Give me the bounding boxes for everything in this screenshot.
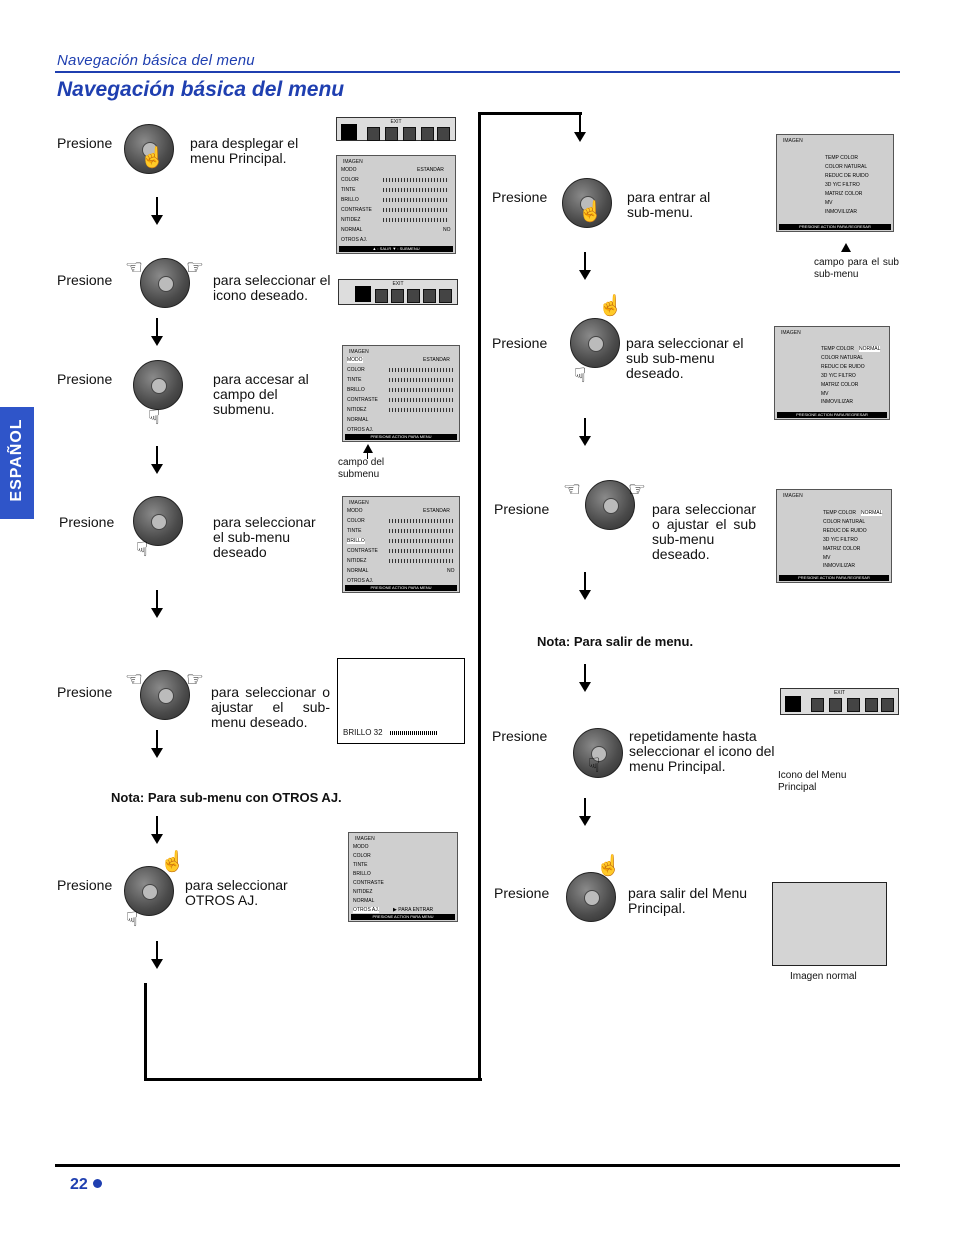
menu-row: COLOR [353,853,371,859]
submenu-row: REDUC DE RUIDO [823,528,867,534]
menu-row: CONTRASTE [347,397,378,403]
flow-arrow [156,816,158,836]
exit-label: EXIT [833,690,846,696]
language-tab-label: ESPAÑOL [8,418,25,502]
note-otros: Nota: Para sub-menu con OTROS AJ. [111,790,342,805]
main-menu-iconbar [780,688,899,715]
hand-up-icon: ☝ [160,851,185,873]
remote-control-icon [140,258,190,308]
menu-row: TINTE [353,862,368,868]
main-menu-iconbar [338,279,458,305]
flow-arrow [156,590,158,610]
normal-picture-screen [772,882,887,966]
hand-left-icon: ☜ [563,479,581,501]
press-label: Presione [494,501,550,517]
hand-right-icon: ☞ [186,669,204,691]
hand-press-icon: ☝ [140,147,165,169]
pointer-arrow [841,243,851,252]
temp-value: NORMAL [859,346,881,352]
hand-press-icon: ☝ [578,201,603,223]
submenu-row: INMOVILIZAR [821,399,853,405]
menu-footer: ▲ : SALIR ▼ : SUBMENU [339,246,453,252]
hand-down-icon: ☟ [574,365,587,387]
flow-arrow [156,197,158,217]
enter-hint: ▶ PARA ENTRAR [393,907,434,913]
menu-row: CONTRASTE [347,548,378,554]
flow-arrow [156,730,158,750]
menu-row: COLOR [341,177,359,183]
menu-row: CONTRASTE [353,880,384,886]
menu-row: NORMAL [347,568,369,574]
submenu-screen [774,326,890,420]
menu-header: IMAGEN [781,330,801,336]
normal-value: NO [443,227,451,233]
step-text: para accesar al campo del submenu. [213,371,309,417]
hand-left-icon: ☜ [125,669,143,691]
flow-arrow [156,446,158,466]
menu-footer: PRESIONE ACTION PARA REGRESAR [777,412,887,418]
submenu-screen [776,489,892,583]
submenu-row: REDUC DE RUIDO [821,364,865,370]
hand-press-icon: ☟ [136,539,149,561]
hand-right-icon: ☞ [628,479,646,501]
header-rule [55,71,900,73]
hand-down-icon: ☟ [126,909,139,931]
hand-up-icon: ☝ [596,855,621,877]
submenu-row: MATRIZ COLOR [821,382,859,388]
submenu-row: MATRIZ COLOR [823,546,861,552]
language-tab [0,407,34,519]
flow-arrow [584,664,586,684]
menu-screen [342,496,460,593]
flow-connector [478,112,481,1081]
menu-row: BRILLO [353,871,371,877]
submenu-row: TEMP COLOR [823,510,856,516]
submenu-row: COLOR NATURAL [825,164,868,170]
step-text: para salir del Menu Principal. [628,885,748,916]
press-label: Presione [57,877,113,893]
menu-row: NORMAL [341,227,363,233]
caption: Imagen normal [790,971,857,982]
menu-footer: PRESIONE ACTION PARA MENU [351,914,455,920]
menu-header: IMAGEN [349,349,369,355]
hand-left-icon: ☜ [125,257,143,279]
caption: campo para el sub sub-menu [814,257,899,280]
menu-row: COLOR [347,367,365,373]
remote-control-icon [570,318,620,368]
hand-press-icon: ☟ [148,407,161,429]
menu-row: TINTE [341,187,356,193]
menu-row: OTROS AJ. [341,237,368,243]
page-number: 22 [70,1176,102,1194]
press-label: Presione [57,371,113,387]
press-label: Presione [492,728,548,744]
caption: Icono del Menu Principal [778,770,847,793]
press-label: Presione [492,189,548,205]
submenu-row: INMOVILIZAR [825,209,857,215]
mode-value: ESTANDAR [417,167,444,173]
submenu-row: COLOR NATURAL [823,519,866,525]
main-menu-iconbar [336,117,456,141]
menu-row: BRILLO [347,538,365,544]
step-text: para seleccionar el icono deseado. [213,272,331,303]
page-title: Navegación básica del menu [57,78,345,101]
step-text: para seleccionar el sub-menu deseado [213,514,316,560]
normal-value: NO [447,568,455,574]
menu-row: MODO [341,167,357,173]
step-text: repetidamente hasta seleccionar el icono del menu Principal. [629,728,775,774]
menu-row: OTROS AJ. [347,578,374,584]
flow-arrow [584,572,586,592]
temp-value: NORMAL [861,510,883,516]
submenu-row: 3D Y/C FILTRO [825,182,860,188]
menu-header: IMAGEN [355,836,375,842]
remote-control-icon [566,872,616,922]
brillo-value: BRILLO 32 [343,728,383,737]
exit-label: EXIT [392,281,404,287]
step-text: para seleccionar o ajustar el sub-menu deseado. [211,684,330,730]
step-text: para entrar al sub-menu. [627,189,711,220]
flow-arrow [579,112,581,134]
menu-row: BRILLO [347,387,365,393]
submenu-row: INMOVILIZAR [823,563,855,569]
section-header: Navegación básica del menu [57,52,255,69]
menu-header: IMAGEN [343,159,363,165]
menu-row: MODO [347,357,363,363]
flow-arrow [156,318,158,338]
submenu-screen [776,134,894,232]
menu-footer: PRESIONE ACTION PARA REGRESAR [779,575,889,581]
menu-screen [342,345,460,442]
pointer-arrow [363,444,373,453]
menu-header: IMAGEN [783,138,803,144]
press-label: Presione [59,514,115,530]
menu-screen [336,155,456,254]
submenu-row: COLOR NATURAL [821,355,864,361]
flow-connector [478,112,582,115]
step-text: para seleccionar o ajustar el sub sub-menu deseado. [652,501,756,562]
menu-header: IMAGEN [783,493,803,499]
submenu-row: REDUC DE RUIDO [825,173,869,179]
menu-row: OTROS AJ. [347,427,374,433]
brillo-screen [337,658,465,744]
submenu-row: TEMP COLOR [825,155,858,161]
menu-row: MODO [353,844,369,850]
hand-press-icon: ☟ [588,755,601,777]
submenu-row: 3D Y/C FILTRO [821,373,856,379]
submenu-row: MV [825,200,833,206]
step-text: para seleccionar OTROS AJ. [185,877,288,908]
menu-row: TINTE [347,377,362,383]
press-label: Presione [494,885,550,901]
remote-control-icon [140,670,190,720]
mode-value: ESTANDAR [423,508,450,514]
menu-row: CONTRASTE [341,207,372,213]
press-label: Presione [57,684,113,700]
flow-arrow [584,418,586,438]
flow-connector [144,983,147,1081]
menu-row: TINTE [347,528,362,534]
menu-row: NITIDEZ [353,889,373,895]
footer-rule [55,1164,900,1167]
menu-row: NITIDEZ [347,407,367,413]
mode-value: ESTANDAR [423,357,450,363]
step-text: para seleccionar el sub sub-menu deseado. [626,335,744,381]
flow-arrow [584,798,586,818]
press-label: Presione [57,135,113,151]
submenu-row: 3D Y/C FILTRO [823,537,858,543]
menu-row: BRILLO [341,197,359,203]
exit-label: EXIT [390,119,402,125]
press-label: Presione [57,272,113,288]
step-text: para desplegar el menu Principal. [190,135,299,166]
menu-header: IMAGEN [349,500,369,506]
menu-screen [348,832,458,922]
menu-row: NITIDEZ [341,217,361,223]
menu-row: NITIDEZ [347,558,367,564]
menu-footer: PRESIONE ACTION PARA MENU [345,585,457,591]
menu-row: MODO [347,508,363,514]
submenu-row: TEMP COLOR [821,346,854,352]
remote-control-icon [133,360,183,410]
submenu-row: MATRIZ COLOR [825,191,863,197]
flow-arrow [584,252,586,272]
caption: campo del submenu [338,457,385,480]
menu-row: COLOR [347,518,365,524]
flow-connector [144,1078,482,1081]
submenu-row: MV [823,555,831,561]
menu-row: OTROS AJ. [353,907,380,913]
hand-right-icon: ☞ [186,257,204,279]
menu-row: NORMAL [347,417,369,423]
menu-row: NORMAL [353,898,375,904]
flow-arrow [156,941,158,961]
hand-up-icon: ☝ [598,295,623,317]
submenu-row: MV [821,391,829,397]
menu-footer: PRESIONE ACTION PARA REGRESAR [779,224,891,230]
press-label: Presione [492,335,548,351]
menu-footer: PRESIONE ACTION PARA MENU [345,434,457,440]
note-salir: Nota: Para salir de menu. [537,634,694,649]
